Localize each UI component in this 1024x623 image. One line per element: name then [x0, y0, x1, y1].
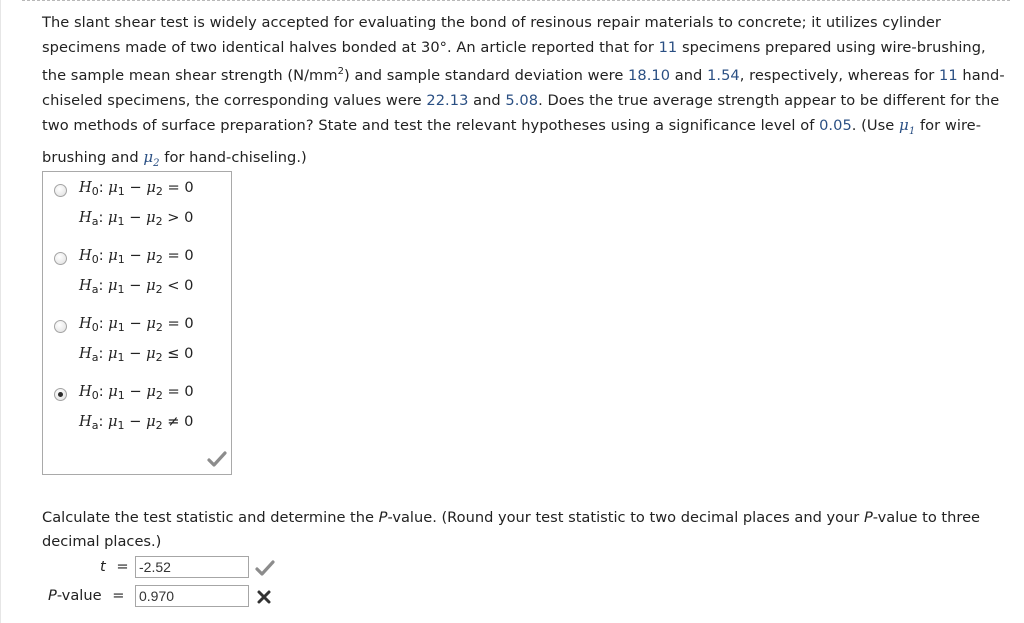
alternative-hypothesis: $H_a$: $\mu_1 - \mu_2 > 0$ — [79, 209, 194, 228]
hypothesis-option-1[interactable] — [43, 177, 229, 235]
hypothesis-options-box — [42, 171, 232, 475]
alternative-hypothesis: $H_a$: $\mu_1 - \mu_2 \le 0$ — [79, 345, 194, 364]
t-statistic-input[interactable] — [135, 556, 249, 578]
hypothesis-option-4[interactable] — [43, 381, 229, 439]
t-statistic-label: t = — [100, 558, 129, 575]
null-hypothesis: $H_0$: $\mu_1 - \mu_2 = 0$ — [79, 247, 194, 266]
radio-button[interactable] — [54, 184, 67, 197]
top-divider — [22, 0, 1010, 4]
correct-check-icon — [207, 451, 227, 467]
t-correct-check-icon — [255, 560, 275, 576]
null-hypothesis: $H_0$: $\mu_1 - \mu_2 = 0$ — [79, 315, 194, 334]
alternative-hypothesis: $H_a$: $\mu_1 - \mu_2 < 0$ — [79, 277, 194, 296]
alternative-hypothesis: $H_a$: $\mu_1 - \mu_2 \ne 0$ — [79, 413, 194, 432]
hypothesis-option-2[interactable] — [43, 245, 229, 303]
radio-button[interactable] — [54, 252, 67, 265]
hypothesis-option-3[interactable] — [43, 313, 229, 371]
radio-button[interactable] — [54, 320, 67, 333]
null-hypothesis: $H_0$: $\mu_1 - \mu_2 = 0$ — [79, 179, 194, 198]
null-hypothesis: $H_0$: $\mu_1 - \mu_2 = 0$ — [79, 383, 194, 402]
radio-button-selected[interactable] — [54, 388, 67, 401]
p-value-label: P-value = — [48, 587, 125, 604]
calculation-prompt: Calculate the test statistic and determine the P-value. (Round your test statistic to two decimal places and your P-value to three decimal places.) — [42, 509, 981, 550]
incorrect-x-icon — [256, 589, 272, 605]
question-text: The slant shear test is widely accepted for evaluating the bond of resinous repair materials to concrete; it utilizes cylinder specimens made of two identical halves bonded at 30°. An article reported that for 11 specimens prepared using wire-brushing, the sample mean shear strength $(N/mm^2)$ and sample standard deviation were 18.10 and 1.54, respectively, whereas for 11 hand-chiseled specimens, the corresponding values were 22.13 and 5.08. Does the true average strength appear to be different for the two methods of surface preparation? State and test the relevant hypotheses using a significance level of 0.05. (Use $\mu_1$ for wire-brushing and $\mu_2$ for hand-chiseling.) — [42, 14, 1005, 169]
p-value-input[interactable] — [135, 585, 249, 607]
